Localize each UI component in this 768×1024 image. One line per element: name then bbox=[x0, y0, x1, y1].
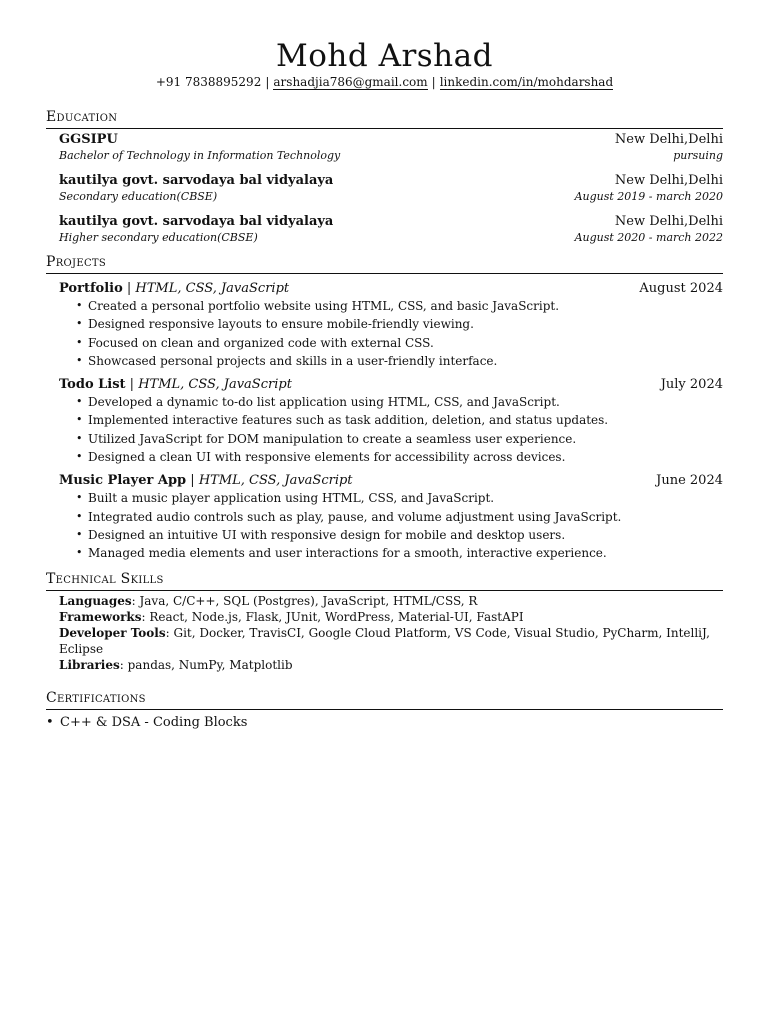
contact-line bbox=[46, 74, 723, 90]
section-title-education: Education bbox=[46, 109, 723, 129]
skill-value: : Java, C/C++, SQL (Postgres), JavaScript, HTML/CSS, R bbox=[131, 593, 478, 608]
project-name: Music Player App bbox=[59, 473, 187, 489]
education-entry bbox=[59, 131, 723, 163]
skill-label: Developer Tools bbox=[59, 625, 166, 640]
bullet-item: • Developed a dynamic to-do list application using HTML, CSS, and JavaScript. bbox=[88, 393, 723, 411]
bullet-item: • Designed an intuitive UI with responsive design for mobile and desktop users. bbox=[88, 526, 723, 544]
education-entry bbox=[59, 213, 723, 245]
project-name: Portfolio bbox=[59, 281, 123, 296]
resume-page bbox=[46, 38, 723, 731]
project-stack: HTML, CSS, JavaScript bbox=[198, 473, 353, 489]
section-title-projects: Projects bbox=[46, 254, 723, 274]
skill-label: Frameworks bbox=[59, 609, 142, 624]
skill-value: : pandas, NumPy, Matplotlib bbox=[119, 657, 293, 672]
education-list bbox=[46, 131, 723, 245]
project-entry: Portfolio | HTML, CSS, JavaScript August 2024 • Created a personal portfolio website using HTML, CSS, and basic JavaScript. • Designed responsive layouts to ensure mobile-friendly viewing. • Focused on clean and organized code with external CSS. • Showcased personal projects and skills in a user-friendly interface. bbox=[46, 280, 723, 370]
school-location: New Delhi,Delhi bbox=[614, 173, 723, 188]
bullet-item: • Utilized JavaScript for DOM manipulation to create a seamless user experience. bbox=[88, 430, 723, 448]
school-name: kautilya govt. sarvodaya bal vidyalaya bbox=[59, 173, 334, 188]
school-location: New Delhi,Delhi bbox=[614, 214, 723, 229]
project-name: Todo List bbox=[59, 377, 126, 393]
school-name: GGSIPU bbox=[59, 132, 118, 147]
bullet-item: • Implemented interactive features such as task addition, deletion, and status updates. bbox=[88, 411, 723, 429]
project-stack: HTML, CSS, JavaScript bbox=[138, 377, 292, 393]
project-bullets bbox=[59, 489, 723, 562]
project-date: June 2024 bbox=[656, 473, 723, 489]
bullet-item: • Focused on clean and organized code with external CSS. bbox=[88, 334, 723, 352]
skill-row bbox=[59, 593, 723, 609]
project-stack: HTML, CSS, JavaScript bbox=[135, 281, 290, 296]
school-location: New Delhi,Delhi bbox=[614, 132, 723, 147]
skill-row bbox=[59, 625, 723, 657]
phone-number: +91 7838895292 bbox=[155, 75, 262, 89]
bullet-item: • Showcased personal projects and skills in a user-friendly interface. bbox=[88, 352, 723, 370]
project-bullets bbox=[59, 297, 723, 370]
degree: Secondary education(CBSE) bbox=[59, 190, 218, 203]
bullet-item: • Built a music player application using HTML, CSS, and JavaScript. bbox=[88, 489, 723, 507]
bullet-item: • Created a personal portfolio website using HTML, CSS, and basic JavaScript. bbox=[88, 297, 723, 315]
certification-item: • C++ & DSA - Coding Blocks bbox=[46, 714, 723, 731]
email-link[interactable]: arshadjia786@gmail.com bbox=[273, 75, 428, 89]
separator: | bbox=[265, 75, 270, 89]
skill-row bbox=[59, 609, 723, 625]
project-entry: Todo List | HTML, CSS, JavaScript July 2024 • Developed a dynamic to-do list application using HTML, CSS, and JavaScript. • Implemented interactive features such as task addition, deletion, and status updates. • Utilized JavaScript for DOM manipulation to create a seamless user experience. • Designed a clean UI with responsive elements for accessibility across devices. bbox=[46, 376, 723, 466]
study-dates: pursuing bbox=[673, 149, 723, 162]
project-entry: Music Player App | HTML, CSS, JavaScript June 2024 • Built a music player application using HTML, CSS, and JavaScript. • Integrated audio controls such as play, pause, and volume adjustment using JavaScript. • Designed an intuitive UI with responsive design for mobile and desktop users. • Managed media elements and user interactions for a smooth, interactive experience. bbox=[46, 472, 723, 562]
candidate-name: Mohd Arshad bbox=[276, 38, 493, 74]
bullet-item: • Designed responsive layouts to ensure mobile-friendly viewing. bbox=[88, 315, 723, 333]
skill-value: : Git, Docker, TravisCI, Google Cloud Platform, VS Code, Visual Studio, PyCharm, IntelliJ, Eclipse bbox=[59, 625, 710, 656]
degree: Bachelor of Technology in Information Technology bbox=[59, 149, 341, 162]
project-bullets bbox=[59, 393, 723, 466]
skill-label: Libraries bbox=[59, 657, 120, 672]
section-title-skills: Technical Skills bbox=[46, 571, 723, 591]
separator: | bbox=[431, 75, 436, 89]
section-title-certifications: Certifications bbox=[46, 690, 723, 710]
project-date: August 2024 bbox=[639, 281, 723, 296]
education-entry bbox=[59, 172, 723, 204]
skill-label: Languages bbox=[59, 593, 132, 608]
bullet-item: • Managed media elements and user interactions for a smooth, interactive experience. bbox=[88, 544, 723, 562]
skill-value: : React, Node.js, Flask, JUnit, WordPress, Material-UI, FastAPI bbox=[141, 609, 524, 624]
school-name: kautilya govt. sarvodaya bal vidyalaya bbox=[59, 214, 334, 229]
project-date: July 2024 bbox=[660, 377, 723, 393]
bullet-item: • Integrated audio controls such as play, pause, and volume adjustment using JavaScript. bbox=[88, 508, 723, 526]
skill-row bbox=[59, 657, 723, 673]
study-dates: August 2020 - march 2022 bbox=[574, 231, 723, 244]
degree: Higher secondary education(CBSE) bbox=[59, 231, 258, 244]
study-dates: August 2019 - march 2020 bbox=[574, 190, 723, 203]
bullet-item: • Designed a clean UI with responsive elements for accessibility across devices. bbox=[88, 448, 723, 466]
skills-list bbox=[46, 593, 723, 673]
linkedin-link[interactable]: linkedin.com/in/mohdarshad bbox=[439, 75, 614, 89]
